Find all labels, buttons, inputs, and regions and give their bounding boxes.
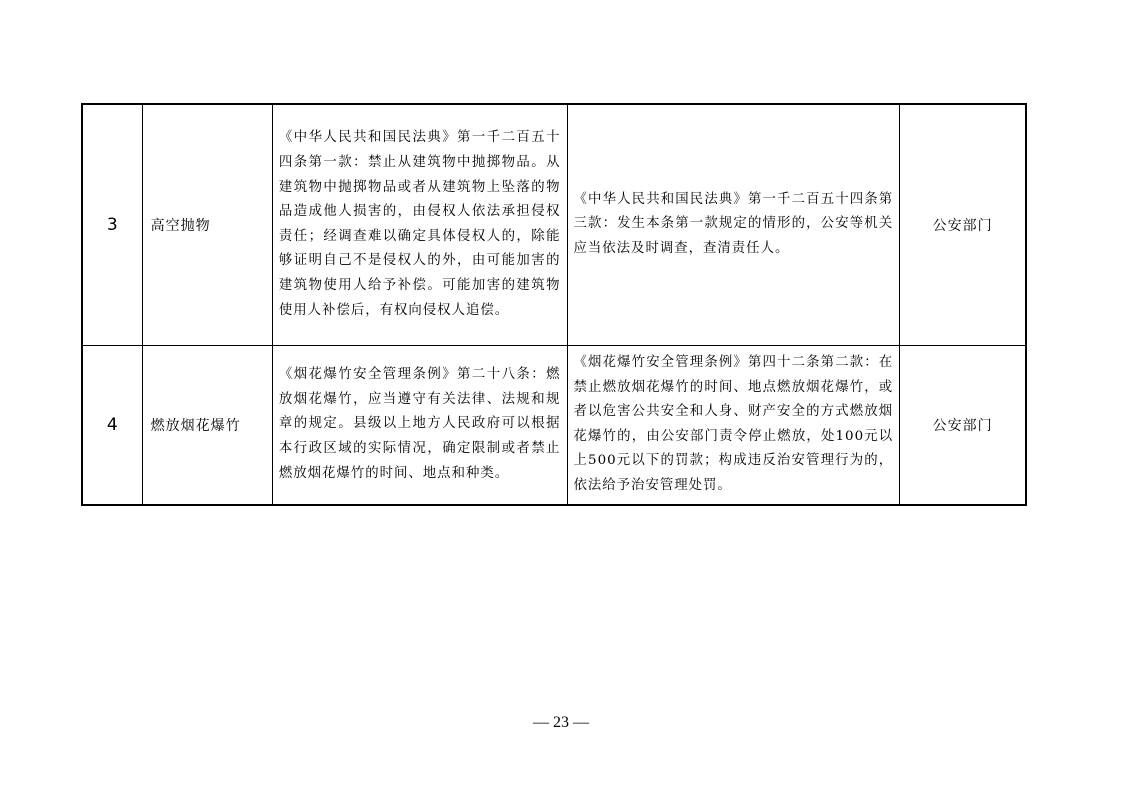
legal-basis: 《中华人民共和国民法典》第一千二百五十四条第一款：禁止从建筑物中抛掷物品。从建筑物中抛掷物品或者从建筑物上坠落的物品造成他人损害的，由侵权人依法承担侵权责任；经调查难以确定具体侵权人的，除能够证明自己不是侵权人的外，由可能加害的建筑物使用人给予补偿。可能加害的建筑物使用人补偿后，有权向侵权人追偿。	[272, 104, 567, 345]
table-row	[82, 345, 1026, 505]
row-number: 3	[82, 104, 142, 345]
row-number: 4	[82, 345, 142, 505]
legal-basis: 《烟花爆竹安全管理条例》第二十八条：燃放烟花爆竹，应当遵守有关法律、法规和规章的规定。县级以上地方人民政府可以根据本行政区域的实际情况，确定限制或者禁止燃放烟花爆竹的时间、地点和种类。	[272, 345, 567, 505]
regulation-table	[81, 103, 1027, 506]
item-name: 高空抛物	[142, 104, 272, 345]
responsible-department: 公安部门	[900, 345, 1026, 505]
responsibility-clause: 《烟花爆竹安全管理条例》第四十二条第二款：在禁止燃放烟花爆竹的时间、地点燃放烟花爆竹，或者以危害公共安全和人身、财产安全的方式燃放烟花爆竹的，由公安部门责令停止燃放，处100元以上500元以下的罚款；构成违反治安管理行为的，依法给予治安管理处罚。	[567, 345, 900, 505]
item-name: 燃放烟花爆竹	[142, 345, 272, 505]
responsibility-clause: 《中华人民共和国民法典》第一千二百五十四条第三款：发生本条第一款规定的情形的，公安等机关应当依法及时调查，查清责任人。	[567, 104, 900, 345]
table-row	[82, 104, 1026, 345]
page-number: — 23 —	[533, 714, 589, 731]
responsible-department: 公安部门	[900, 104, 1026, 345]
